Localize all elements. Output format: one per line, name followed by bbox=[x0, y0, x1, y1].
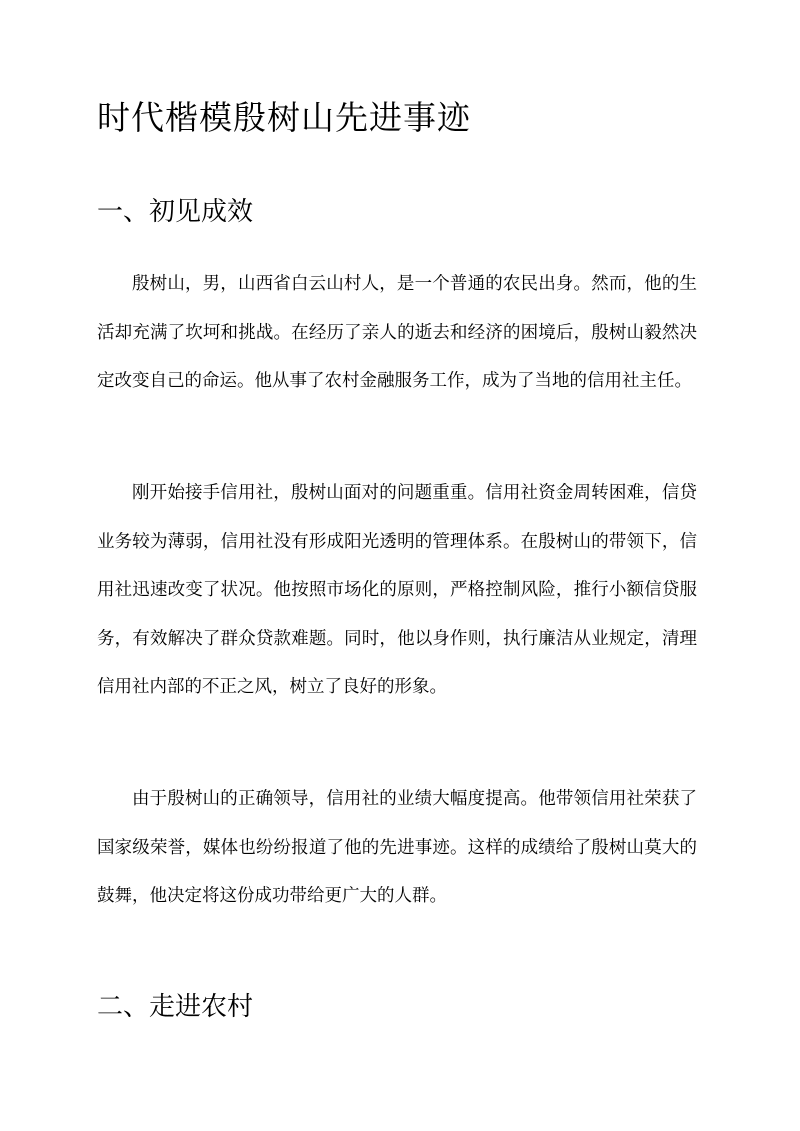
section-heading-2: 二、走进农村 bbox=[97, 992, 254, 1022]
document-title: 时代楷模殷树山先进事迹 bbox=[97, 98, 471, 137]
paragraph-3: 由于殷树山的正确领导，信用社的业绩大幅度提高。他带领信用社荣获了国家级荣誉，媒体也纷纷报道了他的先进事迹。这样的成绩给了殷树山莫大的鼓舞，他决定将这份成功带给更广大的人群。 bbox=[97, 789, 697, 906]
section-heading-1: 一、初见成效 bbox=[97, 197, 254, 227]
paragraph-1: 殷树山，男，山西省白云山村人，是一个普通的农民出身。然而，他的生活却充满了坎坷和挑战。在经历了亲人的逝去和经济的困境后，殷树山毅然决定改变自己的命运。他从事了农村金融服务工作，成为了当地的信用社主任。 bbox=[97, 274, 697, 391]
paragraph-2: 刚开始接手信用社，殷树山面对的问题重重。信用社资金周转困难，信贷业务较为薄弱，信用社没有形成阳光透明的管理体系。在殷树山的带领下，信用社迅速改变了状况。他按照市场化的原则，严格控制风险，推行小额信贷服务，有效解决了群众贷款难题。同时，他以身作则，执行廉洁从业规定，清理信用社内部的不正之风，树立了良好的形象。 bbox=[97, 483, 697, 697]
